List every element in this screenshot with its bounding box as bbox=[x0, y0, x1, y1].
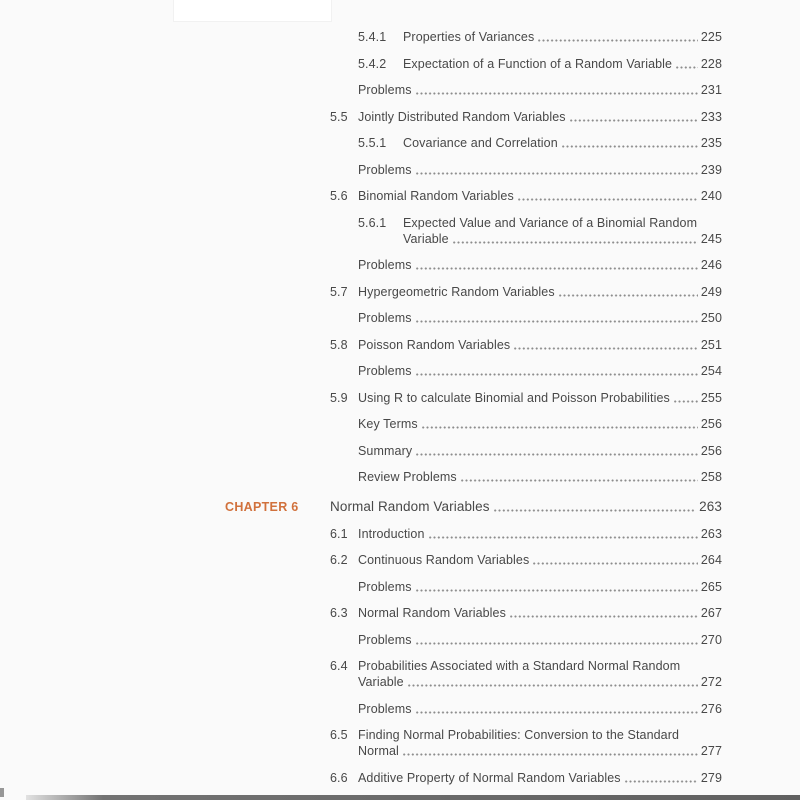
entry-body bbox=[358, 469, 722, 485]
entry-line bbox=[358, 743, 722, 759]
entry-page-number: 270 bbox=[700, 632, 722, 647]
dot-leader bbox=[461, 479, 698, 482]
entry-title: Problems bbox=[358, 311, 412, 325]
entry-title: Hypergeometric Random Variables bbox=[358, 284, 555, 299]
dot-leader bbox=[429, 536, 698, 539]
entry-title: Normal Random Variables bbox=[330, 499, 490, 514]
toc-entry bbox=[0, 363, 722, 379]
entry-body bbox=[358, 605, 722, 621]
entry-title: Problems bbox=[358, 258, 412, 272]
entry-line bbox=[403, 231, 722, 247]
entry-line bbox=[358, 310, 722, 326]
entry-body bbox=[358, 188, 722, 204]
dot-leader bbox=[416, 373, 698, 376]
toc-entry bbox=[0, 29, 722, 45]
entry-title: Expectation of a Function of a Random Variable bbox=[403, 56, 673, 71]
entry-number: 5.8 bbox=[330, 337, 348, 352]
entry-page-number: 272 bbox=[700, 675, 722, 689]
entry-page-number: 258 bbox=[700, 470, 722, 484]
dot-leader bbox=[416, 172, 698, 175]
toc-entry bbox=[0, 605, 722, 621]
entry-page-number: 246 bbox=[700, 258, 722, 272]
entry-line bbox=[358, 579, 722, 595]
toc-entry bbox=[0, 632, 722, 648]
entry-page-number: 263 bbox=[699, 499, 722, 514]
dot-leader bbox=[416, 320, 698, 323]
entry-number: 6.5 bbox=[330, 728, 348, 742]
entry-line bbox=[358, 701, 722, 717]
entry-page-number: 276 bbox=[700, 701, 722, 716]
entry-body bbox=[358, 727, 722, 759]
entry-number: 5.7 bbox=[330, 284, 348, 299]
entry-title-line1: Expected Value and Variance of a Binomial Random bbox=[403, 215, 698, 230]
entry-page-number: 251 bbox=[700, 337, 722, 352]
dot-leader bbox=[422, 426, 698, 429]
entry-body bbox=[403, 56, 722, 72]
entry-line bbox=[358, 443, 722, 459]
toc-entry bbox=[0, 284, 722, 300]
entry-body bbox=[358, 337, 722, 353]
entry-page-number: 254 bbox=[700, 364, 722, 378]
entry-body bbox=[358, 109, 722, 125]
dot-leader bbox=[416, 92, 698, 95]
entry-title: Key Terms bbox=[358, 417, 418, 431]
toc-entry bbox=[0, 469, 722, 485]
entry-title: Problems bbox=[358, 162, 412, 177]
dot-leader bbox=[559, 294, 698, 297]
dot-leader bbox=[403, 753, 698, 756]
entry-title: Problems bbox=[358, 701, 412, 716]
toc-entry bbox=[0, 658, 722, 690]
dot-leader bbox=[510, 615, 698, 618]
entry-page-number: 256 bbox=[700, 417, 722, 431]
dot-leader bbox=[676, 66, 698, 69]
entry-number: 5.5.1 bbox=[358, 136, 387, 150]
top-tab bbox=[173, 0, 332, 22]
toc-entry bbox=[0, 257, 722, 273]
entry-body bbox=[403, 29, 722, 45]
dot-leader bbox=[408, 684, 698, 687]
entry-body bbox=[358, 284, 722, 300]
entry-title: Problems bbox=[358, 579, 412, 594]
toc-entry bbox=[0, 499, 722, 515]
entry-body bbox=[330, 499, 722, 515]
entry-number: 5.4.2 bbox=[358, 56, 387, 71]
entry-line bbox=[358, 469, 722, 485]
entry-line bbox=[358, 674, 722, 690]
toc-entry bbox=[0, 135, 722, 151]
dot-leader bbox=[518, 198, 698, 201]
entry-title: Problems bbox=[358, 83, 412, 97]
dot-leader bbox=[538, 39, 698, 42]
entry-page-number: 245 bbox=[700, 231, 722, 246]
entry-line bbox=[358, 605, 722, 621]
entry-line bbox=[358, 770, 722, 786]
entry-title: Summary bbox=[358, 443, 413, 458]
dot-leader bbox=[570, 119, 698, 122]
entry-line bbox=[358, 416, 722, 432]
dot-leader bbox=[416, 589, 698, 592]
entry-number: 6.6 bbox=[330, 770, 348, 785]
entry-body bbox=[358, 257, 722, 273]
entry-page-number: 279 bbox=[700, 770, 722, 785]
entry-page-number: 225 bbox=[700, 30, 722, 44]
entry-body bbox=[358, 162, 722, 178]
entry-page-number: 264 bbox=[700, 553, 722, 567]
entry-body bbox=[403, 135, 722, 151]
entry-title: Problems bbox=[358, 632, 412, 647]
dot-leader bbox=[674, 400, 698, 403]
entry-body bbox=[358, 82, 722, 98]
entry-body bbox=[358, 526, 722, 542]
entry-title: Covariance and Correlation bbox=[403, 136, 558, 150]
dot-leader bbox=[453, 241, 698, 244]
toc-entry bbox=[0, 337, 722, 353]
entry-title: Jointly Distributed Random Variables bbox=[358, 109, 566, 124]
entry-number: 6.3 bbox=[330, 606, 348, 620]
toc-entry bbox=[0, 162, 722, 178]
entry-body bbox=[358, 310, 722, 326]
dot-leader bbox=[416, 453, 698, 456]
entry-title: Problems bbox=[358, 364, 412, 378]
entry-line bbox=[403, 135, 722, 151]
dot-leader bbox=[562, 145, 698, 148]
entry-title: Binomial Random Variables bbox=[358, 189, 514, 203]
toc-entry bbox=[0, 82, 722, 98]
toc-entry bbox=[0, 526, 722, 542]
entry-body bbox=[358, 579, 722, 595]
entry-line bbox=[358, 284, 722, 300]
entry-title: Variable bbox=[358, 675, 404, 689]
entry-line bbox=[358, 552, 722, 568]
entry-page-number: 267 bbox=[700, 606, 722, 620]
entry-page-number: 263 bbox=[700, 526, 722, 541]
entry-title: Normal bbox=[358, 744, 399, 758]
entry-page-number: 250 bbox=[700, 311, 722, 325]
toc-entry bbox=[0, 443, 722, 459]
entry-page-number: 265 bbox=[700, 579, 722, 594]
entry-line bbox=[403, 29, 722, 45]
entry-title: Properties of Variances bbox=[403, 30, 535, 44]
toc-entry bbox=[0, 390, 722, 406]
entry-line bbox=[358, 363, 722, 379]
entry-page-number: 249 bbox=[700, 284, 722, 299]
dot-leader bbox=[533, 562, 698, 565]
entry-title: Introduction bbox=[358, 526, 425, 541]
entry-number: 6.4 bbox=[330, 659, 348, 673]
entry-line bbox=[358, 390, 722, 406]
entry-number: 5.9 bbox=[330, 390, 348, 405]
entry-page-number: 228 bbox=[700, 56, 722, 71]
toc-entry bbox=[0, 770, 722, 786]
dot-leader bbox=[494, 509, 697, 512]
entry-line bbox=[358, 526, 722, 542]
entry-title: Additive Property of Normal Random Variables bbox=[358, 770, 621, 785]
toc-list bbox=[0, 29, 800, 796]
entry-page-number: 277 bbox=[700, 744, 722, 758]
entry-page-number: 256 bbox=[700, 443, 722, 458]
entry-line bbox=[403, 56, 722, 72]
dot-leader bbox=[416, 267, 698, 270]
corner-speck bbox=[0, 788, 4, 797]
entry-page-number: 255 bbox=[700, 390, 722, 405]
entry-line bbox=[358, 257, 722, 273]
entry-title-line1: Finding Normal Probabilities: Conversion to the Standard bbox=[358, 728, 680, 742]
dot-leader bbox=[625, 780, 698, 783]
toc-entry bbox=[0, 215, 722, 247]
toc-entry bbox=[0, 727, 722, 759]
entry-number: 5.6.1 bbox=[358, 215, 387, 230]
entry-line bbox=[358, 337, 722, 353]
entry-line bbox=[330, 499, 722, 515]
bottom-rule bbox=[26, 795, 800, 800]
entry-body bbox=[358, 552, 722, 568]
toc-entry bbox=[0, 701, 722, 717]
dot-leader bbox=[514, 347, 698, 350]
entry-number: 5.5 bbox=[330, 109, 348, 124]
entry-number: 6.2 bbox=[330, 553, 348, 567]
dot-leader bbox=[416, 711, 698, 714]
entry-body bbox=[403, 215, 722, 247]
entry-page-number: 235 bbox=[700, 136, 722, 150]
entry-body bbox=[358, 632, 722, 648]
entry-title: Continuous Random Variables bbox=[358, 553, 530, 567]
entry-title: Using R to calculate Binomial and Poisson Probabilities bbox=[358, 390, 670, 405]
entry-title: Variable bbox=[403, 231, 449, 246]
dot-leader bbox=[416, 642, 698, 645]
toc-entry bbox=[0, 552, 722, 568]
entry-number: 5.6 bbox=[330, 189, 348, 203]
entry-line bbox=[358, 188, 722, 204]
toc-entry bbox=[0, 310, 722, 326]
toc-entry bbox=[0, 416, 722, 432]
entry-title-line1: Probabilities Associated with a Standard Normal Random bbox=[358, 659, 681, 673]
entry-body bbox=[358, 701, 722, 717]
entry-body bbox=[358, 416, 722, 432]
entry-title: Poisson Random Variables bbox=[358, 337, 511, 352]
entry-body bbox=[358, 658, 722, 690]
entry-line bbox=[358, 632, 722, 648]
entry-page-number: 239 bbox=[700, 162, 722, 177]
entry-body bbox=[358, 770, 722, 786]
toc-entry bbox=[0, 56, 722, 72]
entry-page-number: 231 bbox=[700, 83, 722, 97]
entry-title: Normal Random Variables bbox=[358, 606, 506, 620]
entry-line bbox=[358, 82, 722, 98]
entry-body bbox=[358, 363, 722, 379]
toc-entry bbox=[0, 188, 722, 204]
entry-page-number: 240 bbox=[700, 189, 722, 203]
entry-number: 6.1 bbox=[330, 526, 348, 541]
entry-body bbox=[358, 443, 722, 459]
entry-page-number: 233 bbox=[700, 109, 722, 124]
entry-body bbox=[358, 390, 722, 406]
toc-entry bbox=[0, 579, 722, 595]
entry-title: Review Problems bbox=[358, 470, 457, 484]
chapter-label: CHAPTER 6 bbox=[225, 500, 299, 514]
entry-line bbox=[358, 109, 722, 125]
toc-entry bbox=[0, 109, 722, 125]
entry-line bbox=[358, 162, 722, 178]
entry-number: 5.4.1 bbox=[358, 30, 387, 44]
